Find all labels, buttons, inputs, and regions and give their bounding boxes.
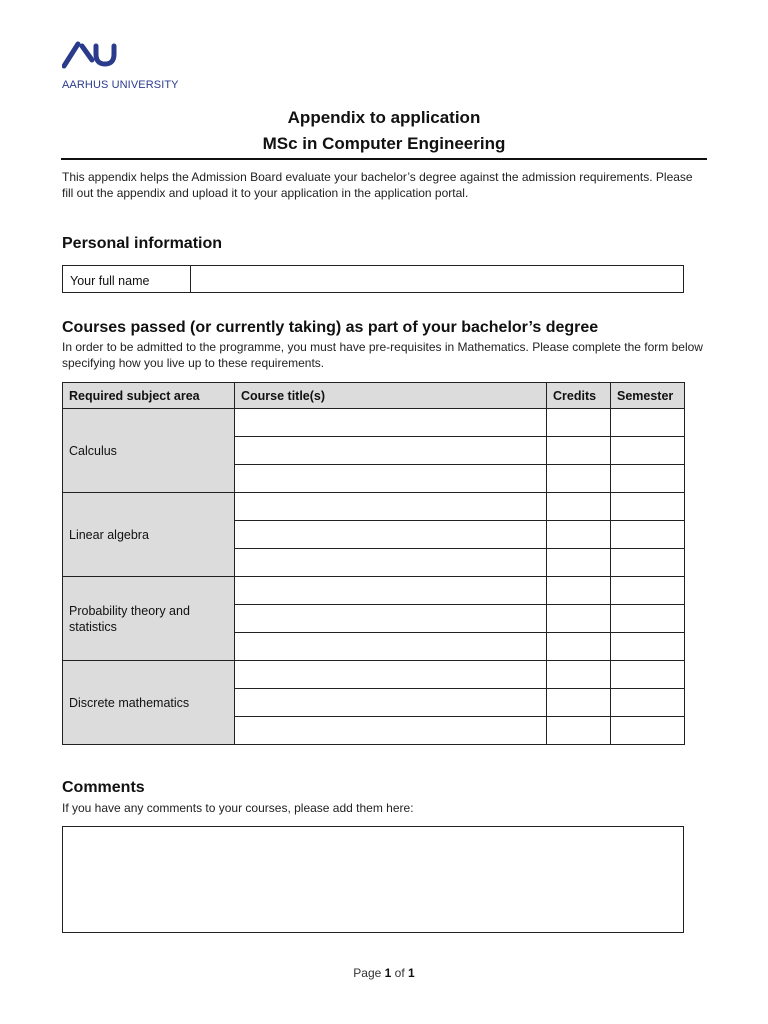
full-name-row (62, 265, 684, 293)
credits-cell[interactable] (547, 409, 611, 437)
semester-cell[interactable] (611, 661, 685, 689)
column-header-course-title: Course title(s) (235, 383, 547, 409)
course-title-cell[interactable] (235, 437, 547, 465)
full-name-field[interactable] (191, 266, 683, 292)
title-divider (61, 158, 707, 160)
course-title-cell[interactable] (235, 577, 547, 605)
comments-heading: Comments (62, 779, 145, 796)
course-title-cell[interactable] (235, 409, 547, 437)
semester-cell[interactable] (611, 409, 685, 437)
au-logo-icon (62, 40, 118, 70)
page-footer (0, 966, 768, 980)
semester-cell[interactable] (611, 633, 685, 661)
semester-cell[interactable] (611, 465, 685, 493)
comments-prompt: If you have any comments to your courses, please add them here: (62, 801, 414, 815)
course-title-cell[interactable] (235, 549, 547, 577)
courses-table (62, 382, 685, 745)
semester-cell[interactable] (611, 605, 685, 633)
subject-probability-statistics: Probability theory and statistics (63, 577, 235, 661)
semester-cell[interactable] (611, 689, 685, 717)
total-page-number: 1 (408, 966, 415, 980)
credits-cell[interactable] (547, 577, 611, 605)
document-title: Appendix to application (287, 108, 481, 127)
course-title-cell[interactable] (235, 465, 547, 493)
credits-cell[interactable] (547, 549, 611, 577)
semester-cell[interactable] (611, 717, 685, 745)
intro-paragraph: This appendix helps the Admission Board evaluate your bachelor’s degree against the admission requirements. Please fill out the appendix and upload it to your application in the application portal. (62, 170, 693, 200)
semester-cell[interactable] (611, 521, 685, 549)
table-row (63, 493, 685, 521)
current-page-number: 1 (384, 966, 392, 980)
subject-calculus: Calculus (63, 409, 235, 493)
credits-cell[interactable] (547, 465, 611, 493)
semester-cell[interactable] (611, 577, 685, 605)
credits-cell[interactable] (547, 437, 611, 465)
table-row (63, 577, 685, 605)
credits-cell[interactable] (547, 689, 611, 717)
credits-cell[interactable] (547, 717, 611, 745)
courses-heading: Courses passed (or currently taking) as part of your bachelor’s degree (62, 319, 599, 336)
university-logo (62, 40, 118, 70)
subject-discrete-mathematics: Discrete mathematics (63, 661, 235, 745)
table-header-row (63, 383, 685, 409)
credits-cell[interactable] (547, 493, 611, 521)
personal-info-heading: Personal information (62, 235, 223, 252)
course-title-cell[interactable] (235, 521, 547, 549)
courses-description: In order to be admitted to the programme, you must have pre-requisites in Mathematics. Please complete the form below specifying how you live up to these requirements. (62, 340, 703, 370)
course-title-cell[interactable] (235, 633, 547, 661)
table-row (63, 661, 685, 689)
semester-cell[interactable] (611, 437, 685, 465)
comments-field[interactable] (62, 826, 684, 933)
credits-cell[interactable] (547, 521, 611, 549)
semester-cell[interactable] (611, 493, 685, 521)
page-label: Page (353, 966, 382, 980)
credits-cell[interactable] (547, 661, 611, 689)
subject-linear-algebra: Linear algebra (63, 493, 235, 577)
credits-cell[interactable] (547, 633, 611, 661)
table-row (63, 409, 685, 437)
credits-cell[interactable] (547, 605, 611, 633)
full-name-label: Your full name (63, 266, 191, 292)
course-title-cell[interactable] (235, 661, 547, 689)
course-title-cell[interactable] (235, 717, 547, 745)
column-header-credits: Credits (547, 383, 611, 409)
course-title-cell[interactable] (235, 605, 547, 633)
document-subtitle: MSc in Computer Engineering (262, 134, 506, 153)
course-title-cell[interactable] (235, 689, 547, 717)
university-name: AARHUS UNIVERSITY (62, 79, 179, 91)
column-header-subject: Required subject area (63, 383, 235, 409)
semester-cell[interactable] (611, 549, 685, 577)
course-title-cell[interactable] (235, 493, 547, 521)
of-label: of (394, 966, 405, 980)
column-header-semester: Semester (611, 383, 685, 409)
